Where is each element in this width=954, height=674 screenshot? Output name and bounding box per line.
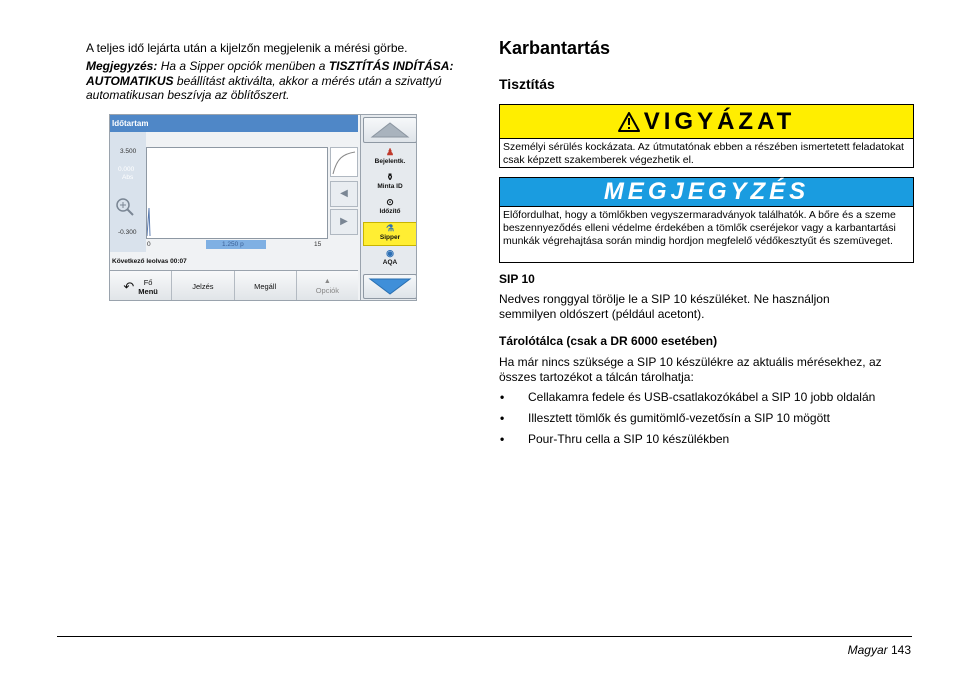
thumbnail-graph [330, 147, 358, 177]
sip-heading: SIP 10 [499, 272, 535, 286]
y-axis-value: 0.000 [118, 166, 135, 173]
list-item-text: Illesztett tömlők és gumitömlő-vezetősín a SIP 10 mögött [528, 411, 830, 425]
device-title-bar: Időtartam [110, 115, 358, 132]
section-heading: Karbantartás [499, 38, 611, 58]
intro-paragraph: A teljes idő lejárta után a kijelzőn megjelenik a mérési görbe. [86, 41, 408, 55]
warning-title: VIGYÁZAT [643, 107, 796, 135]
bullet-symbol: • [500, 411, 505, 425]
list-item-text: Cellakamra fedele és USB-csatlakozókábel a SIP 10 jobb oldalán [528, 390, 876, 404]
scroll-down-button[interactable] [363, 274, 417, 299]
note-text-1: Ha a Sipper opciók menüben a [157, 59, 329, 73]
bullet-symbol: • [500, 390, 505, 404]
note-bold-setting: TISZTÍTÁS INDÍTÁSA: AUTOMATIKUS [86, 59, 454, 88]
device-side-panel [360, 115, 417, 301]
note-text-2: beállítást aktiválta, akkor a mérés után a szivattyú automatikusan beszívja az öblítőszert. [86, 73, 442, 102]
warning-triangle-icon [618, 112, 640, 132]
notice-title: MEGJEGYZÉS [603, 178, 810, 205]
bullet-symbol: • [500, 432, 505, 446]
sipper-button[interactable]: ⚗ Sipper [363, 222, 417, 246]
next-read-timer: Következő leolvas 00:07 [112, 258, 187, 265]
bottle-icon: ⚱ [386, 172, 394, 182]
x-axis-start: 0 [147, 241, 151, 248]
warning-header [500, 105, 913, 138]
note-label: Megjegyzés: [86, 59, 158, 73]
x-axis-end: 15 [314, 241, 322, 248]
login-button[interactable]: ♟ Bejelentk. [363, 147, 417, 171]
notice-text: Előfordulhat, hogy a tömlőkben vegyszermaradványok találhatók. A bőre és a szeme beszennyeződés elleni védelme érdekében a tömlők cseréjekor vagy a karbantartási munkák végrehajtása során mindig hordjon megfelelő védőkesztyűt és szemüveget. [500, 206, 913, 248]
warning-box [499, 104, 914, 168]
back-arrow-icon: ↶ [123, 278, 135, 294]
sip-paragraph: Nedves ronggyal törölje le a SIP 10 készüléket. Ne használjon semmilyen oldószert (például acetont). [499, 292, 830, 321]
timer-button[interactable]: ⊙ Időzítő [363, 197, 417, 221]
main-menu-label-2: Menü [138, 286, 158, 296]
subsection-heading: Tisztítás [499, 76, 555, 92]
clock-icon: ⊙ [386, 197, 394, 207]
device-button-bar [110, 270, 358, 301]
y-axis-bottom: -0.300 [118, 229, 137, 236]
tray-heading: Tárolótálca (csak a DR 6000 esetében) [499, 334, 718, 348]
options-label: Opciók [315, 286, 340, 295]
notice-header [500, 178, 913, 206]
aqa-button[interactable]: ◉ AQA [363, 248, 417, 272]
person-icon: ♟ [385, 147, 395, 157]
main-menu-label-1: Fő [143, 277, 153, 287]
main-menu-button[interactable] [110, 271, 172, 301]
mark-button[interactable]: Jelzés [172, 271, 234, 301]
stop-button[interactable]: Megáll [235, 271, 297, 301]
footer-rule [57, 636, 912, 637]
notice-box [499, 177, 914, 263]
instrument-screenshot [109, 114, 417, 301]
list-item-text: Pour-Thru cella a SIP 10 készülékben [528, 432, 730, 446]
x-axis-mid: 1.250 p [222, 241, 244, 248]
scroll-right-icon[interactable]: ▶ [330, 209, 358, 235]
note-paragraph [86, 59, 458, 103]
sipper-icon: ⚗ [385, 223, 395, 233]
page-footer [848, 643, 911, 657]
page-number: 143 [890, 643, 911, 657]
footer-language: Magyar [847, 643, 888, 657]
tray-paragraph: Ha már nincs szüksége a SIP 10 készülékre az aktuális mérésekhez, az összes tartozékot a tálcán tárolhatja: [499, 355, 882, 384]
y-axis-unit: Abs [122, 174, 134, 181]
scroll-up-button[interactable] [363, 117, 417, 143]
aqa-icon: ◉ [386, 248, 394, 258]
measurement-graph [146, 147, 328, 239]
options-button[interactable] [297, 271, 358, 301]
scroll-left-icon[interactable]: ◀ [330, 181, 358, 207]
warning-text: Személyi sérülés kockázata. Az útmutatónak ebben a részében ismertetett feladatokat csak képzett szakemberek végezhetik el. [500, 138, 913, 167]
zoom-icon[interactable] [115, 197, 135, 217]
y-axis-top: 3.500 [120, 148, 137, 155]
sample-id-button[interactable]: ⚱ Minta ID [363, 172, 417, 196]
options-up-icon: ▲ [323, 278, 331, 285]
